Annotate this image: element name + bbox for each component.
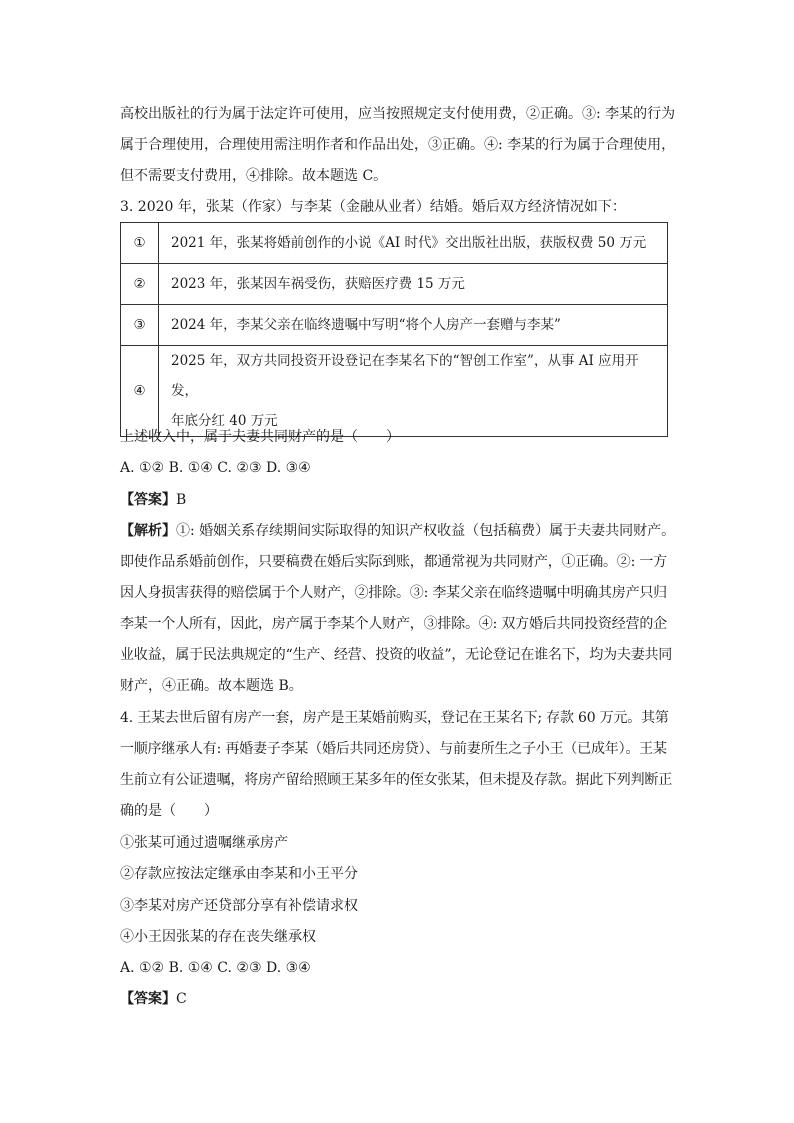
intro-line-2: 属于合理使用，合理使用需注明作者和作品出处，③正确。④: 李某的行为属于合理使用， [120,137,676,153]
answer-value: C [176,991,187,1007]
q3-stem: 3. 2020 年，张某（作家）与李某（金融从业者）结婚。婚后双方经济情况如下： [120,199,626,215]
q3-analysis-line-1 [120,521,680,541]
q4-stem-line-1: 4. 王某去世后留有房产一套，房产是王某婚前购买，登记在王某名下; 存款 60 万元。其第 [120,710,669,726]
q3-analysis-line-2: 即使作品系婚前创作，只要稿费在婚后实际到账，都通常视为共同财产，①正确。②: 一方 [120,554,667,570]
table-row [121,305,668,346]
row-number: ① [121,223,159,264]
intro-line-3: 但不需要支付费用，④排除。故本题选 C。 [120,168,388,184]
answer-label: 【答案】 [120,991,176,1007]
q3-question: 上述收入中，属于夫妻共同财产的是（ ） [120,429,400,445]
q3-analysis-line-3: 因人身损害获得的赔偿属于个人财产，②排除。③: 李某父亲在临终遗嘱中明确其房产只归 [120,585,667,601]
q4-statement-1: ①张某可通过遗嘱继承房产 [120,835,288,851]
answer-label: 【答案】 [120,492,176,508]
table-row [121,264,668,305]
q4-statement-2: ②存款应按法定继承由李某和小王平分 [120,866,358,882]
row-text: 2024 年，李某父亲在临终遗嘱中写明“将个人房产一套赠与李某” [159,305,668,346]
row-number: ③ [121,305,159,346]
intro-line-1: 高校出版社的行为属于法定许可使用，应当按照规定支付使用费，②正确。③: 李某的行为 [120,106,676,122]
q4-stem-line-3: 生前立有公证遗嘱，将房产留给照顾王某多年的侄女张某，但未提及存款。据此下列判断正 [120,772,672,788]
table-row [121,346,668,437]
q4-answer [120,989,680,1009]
q3-analysis-line-6: 财产，④正确。故本题选 B。 [120,678,303,694]
q3-analysis-line-4: 李某一个人所有，因此，房产属于李某个人财产，③排除。④: 双方婚后共同投资经营的企 [120,616,667,632]
q3-income-table [120,222,668,437]
row-text-line: 2025 年，双方共同投资开设登记在李某名下的“智创工作室”，从事 AI 应用开发， [171,353,639,399]
q4-statement-4: ④小王因张某的存在丧失继承权 [120,929,316,945]
row-number: ④ [121,346,159,437]
row-number: ② [121,264,159,305]
analysis-label: 【解析】 [120,523,176,539]
answer-value: B [176,492,187,508]
q4-statement-3: ③李某对房产还贷部分享有补偿请求权 [120,898,358,914]
row-text [159,346,668,437]
analysis-text: ①: 婚姻关系存续期间实际取得的知识产权收益（包括稿费）属于夫妻共同财产。 [176,523,676,539]
q3-options: A. ①② B. ①④ C. ②③ D. ③④ [120,460,311,476]
q3-analysis-line-5: 业收益，属于民法典规定的“生产、经营、投资的收益”，无论登记在谁名下，均为夫妻共同 [120,647,673,663]
q4-stem-line-4: 确的是（ ） [120,803,218,819]
row-text: 2021 年，张某将婚前创作的小说《AI 时代》交出版社出版，获版权费 50 万元 [159,223,668,264]
row-text: 2023 年，张某因车祸受伤，获赔医疗费 15 万元 [159,264,668,305]
q4-stem-line-2: 一顺序继承人有: 再婚妻子李某（婚后共同还房贷）、与前妻所生之子小王（已成年）。王某 [120,741,667,757]
row-text-line: 年底分红 40 万元 [171,413,278,429]
table-row [121,223,668,264]
q3-answer [120,490,680,510]
q4-options: A. ①② B. ①④ C. ②③ D. ③④ [120,960,311,976]
